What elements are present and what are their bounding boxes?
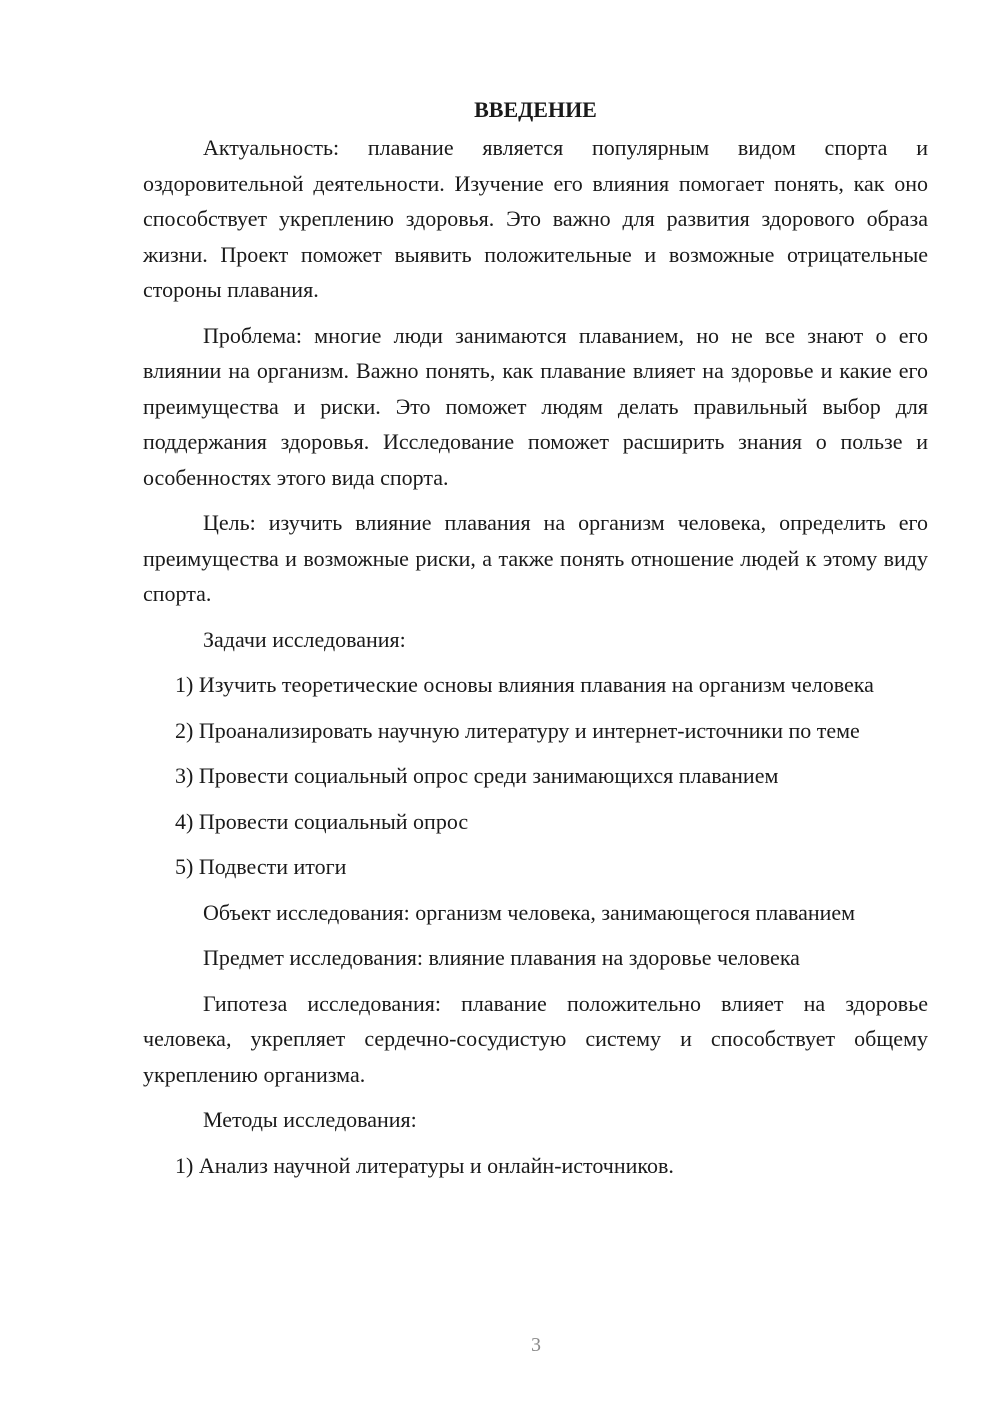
- task-item-1: 1) Изучить теоретические основы влияния плавания на организм человека: [175, 672, 874, 697]
- tasks-heading: Задачи исследования:: [203, 626, 406, 652]
- page-content: [143, 92, 928, 1193]
- hypothesis-paragraph: Гипотеза исследования: плавание положительно влияет на здоровье человека, укрепляет сердечно-сосудистую систему и способствует общему укреплению организма.: [143, 990, 928, 1087]
- methods-heading: Методы исследования:: [203, 1107, 417, 1132]
- page-title: ВВЕДЕНИЕ: [474, 97, 597, 122]
- task-item-2: 2) Проанализировать научную литературу и интернет-источники по теме: [175, 717, 860, 743]
- page-number: 3: [531, 1334, 541, 1356]
- subject-paragraph: Предмет исследования: влияние плавания на здоровье человека: [203, 945, 800, 970]
- object-paragraph: Объект исследования: организм человека, занимающегося плаванием: [203, 899, 856, 925]
- problem-paragraph: Проблема: многие люди занимаются плаванием, но не все знают о его влиянии на организм. Важно понять, как плавание влияет на здоровье и какие его преимущества и риски. Это поможет людям делать правильный выбор для поддержания здоровья. Исследование поможет расширить знания о пользе и особенностях этого вида спорта.: [143, 322, 928, 490]
- relevance-paragraph: Актуальность: плавание является популярным видом спорта и оздоровительной деятельности. Изучение его влияния помогает понять, как оно способствует укреплению здоровья. Это важно для развития здорового образа жизни. Проект поможет выявить положительные и возможные отрицательные стороны плавания.: [143, 135, 928, 302]
- task-item-4: 4) Провести социальный опрос: [175, 808, 469, 834]
- task-item-3: 3) Провести социальный опрос среди занимающихся плаванием: [175, 763, 779, 788]
- goal-paragraph: Цель: изучить влияние плавания на организм человека, определить его преимущества и возможные риски, а также понять отношение людей к этому виду спорта.: [143, 510, 928, 606]
- task-item-5: 5) Подвести итоги: [175, 854, 347, 879]
- method-item-1: 1) Анализ научной литературы и онлайн-источников.: [175, 1152, 674, 1178]
